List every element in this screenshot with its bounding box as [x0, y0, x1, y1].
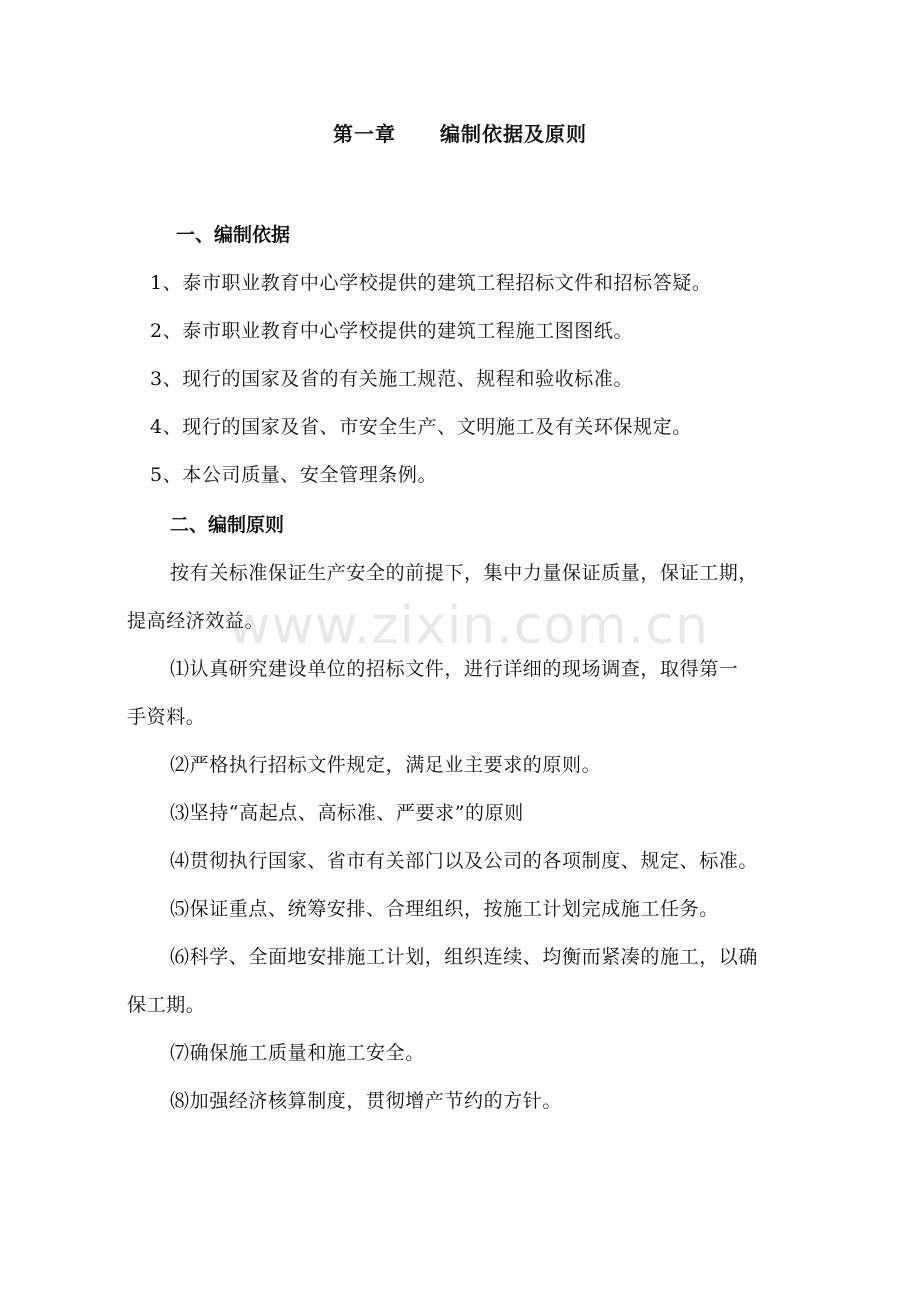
principle-1-line-1: ⑴认真研究建设单位的招标文件，进行详细的现场调查，取得第一 [170, 658, 739, 680]
principle-8: ⑻加强经济核算制度，贯彻增产节约的方针。 [170, 1090, 563, 1112]
basis-item-5: 5、本公司质量、安全管理条例。 [150, 464, 438, 486]
principle-2: ⑵严格执行招标文件规定，满足业主要求的原则。 [170, 754, 602, 776]
principles-intro-line-2: 提高经济效益。 [127, 610, 265, 632]
principle-6-line-1: ⑹科学、全面地安排施工计划，组织连续、均衡而紧凑的施工，以确 [170, 946, 759, 968]
principle-6-line-2: 保工期。 [127, 994, 206, 1016]
chapter-title [0, 118, 920, 147]
section-heading-principles: 二、编制原则 [170, 514, 285, 536]
section-heading-basis: 一、编制依据 [176, 224, 291, 246]
principle-1-line-2: 手资料。 [127, 706, 206, 728]
principle-5: ⑸保证重点、统筹安排、合理组织，按施工计划完成施工任务。 [170, 898, 719, 920]
principle-4: ⑷贯彻执行国家、省市有关部门以及公司的各项制度、规定、标准。 [170, 850, 759, 872]
basis-item-1: 1、泰市职业教育中心学校提供的建筑工程招标文件和招标答疑。 [150, 272, 712, 294]
principle-3: ⑶坚持“高起点、高标准、严要求”的原则 [170, 802, 524, 824]
basis-item-4: 4、现行的国家及省、市安全生产、文明施工及有关环保规定。 [150, 416, 692, 438]
basis-item-2: 2、泰市职业教育中心学校提供的建筑工程施工图图纸。 [150, 320, 634, 342]
watermark: www.zixin.com.cn [228, 596, 709, 656]
principle-7: ⑺确保施工质量和施工安全。 [170, 1042, 425, 1064]
chapter-number: 第一章 [333, 122, 396, 146]
chapter-name: 编制依据及原则 [440, 122, 587, 146]
basis-item-3: 3、现行的国家及省的有关施工规范、规程和验收标准。 [150, 368, 634, 390]
principles-intro-line-1: 按有关标准保证生产安全的前提下，集中力量保证质量，保证工期， [170, 562, 759, 584]
